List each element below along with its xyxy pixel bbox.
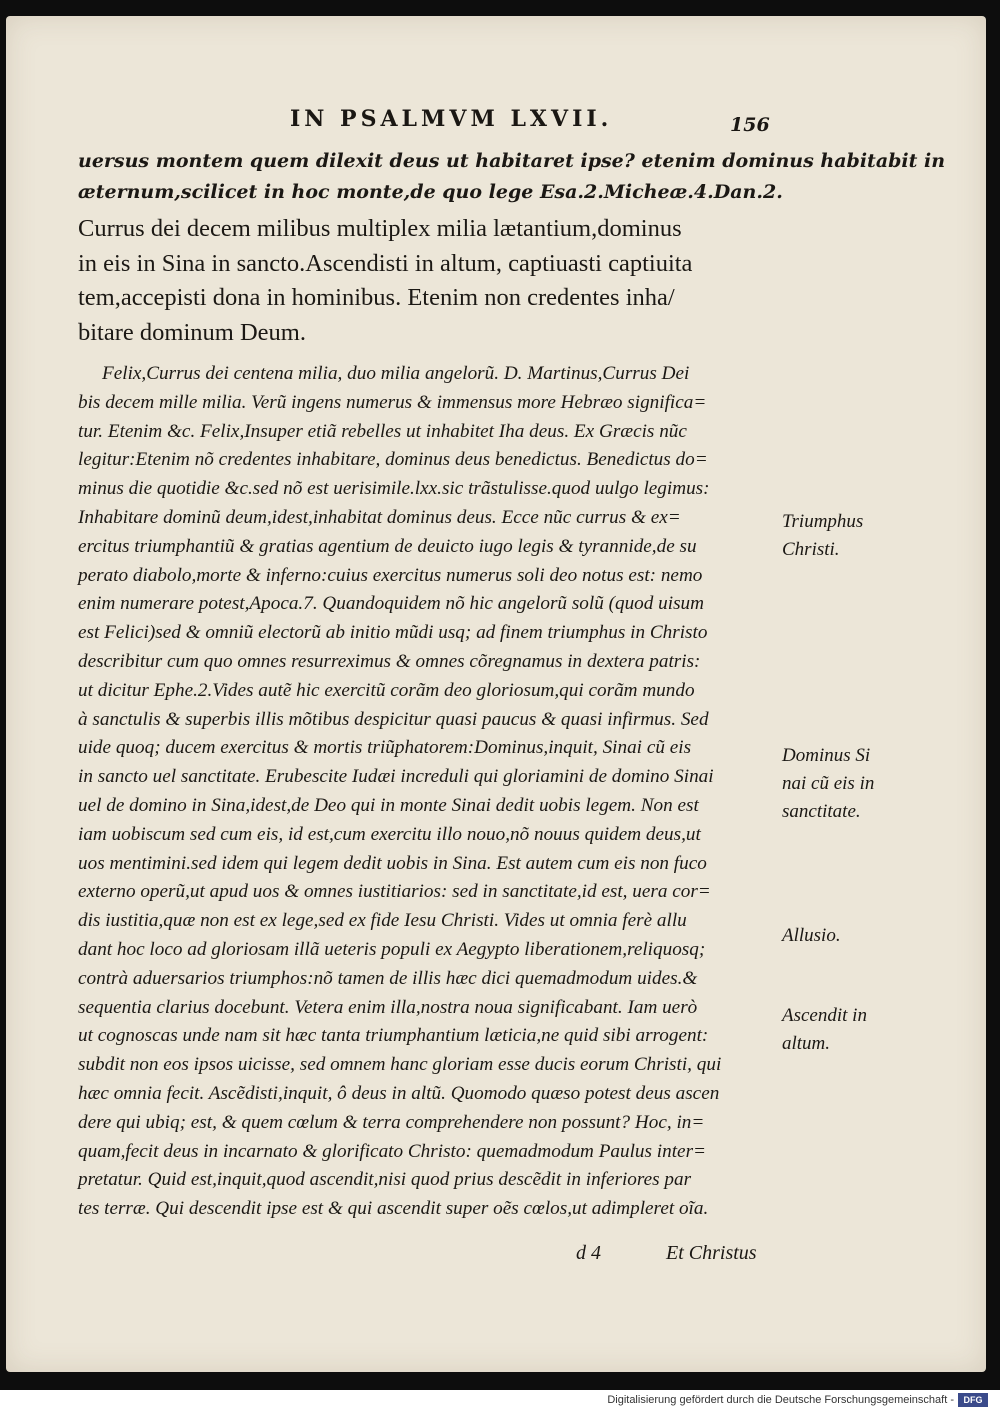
text-line: quam,fecit deus in incarnato & glorificato Christo: quemadmodum Paulus inter= — [78, 1140, 706, 1162]
text-line: contrà aduersarios triumphos:nõ tamen de illis hæc dici quemadmodum uides.& — [78, 967, 698, 989]
text-line: dis iustitia,quæ non est ex lege,sed ex fide Iesu Christi. Vides ut omnia ferè allu — [78, 910, 687, 932]
text-line: subdit non eos ipsos uicisse, sed omnem hanc gloriam esse ducis eorum Christi, qui — [78, 1054, 722, 1076]
text-line: describitur cum quo omnes resurreximus & omnes cõregnamus in dextera patris: — [78, 650, 701, 672]
text-line: sequentia clarius docebunt. Vetera enim illa,nostra noua significabant. Iam uerò — [78, 996, 698, 1018]
text-line: Currus dei decem milibus multiplex milia lætantium,dominus — [78, 215, 682, 242]
text-line: uide quoq; ducem exercitus & mortis triũphatorem:Dominus,inquit, Sinai cũ eis — [78, 737, 692, 759]
text-line: pretatur. Quid est,inquit,quod ascendit,nisi quod prius descẽdit in inferiores par — [78, 1169, 692, 1191]
margin-line: Ascendit in — [782, 1005, 867, 1026]
margin-line: Allusio. — [782, 925, 841, 946]
text-line: à sanctulis & superbis illis mõtibus despicitur quasi paucus & quasi infirmus. Sed — [78, 708, 709, 730]
margin-line: sanctitate. — [782, 801, 861, 822]
margin-line: Dominus Si — [782, 745, 871, 766]
text-line: ut cognoscas unde nam sit hæc tanta triumphantium læticia,ne quid sibi arrogent: — [78, 1025, 709, 1047]
text-line: tem,accepisti dona in hominibus. Etenim non credentes inha/ — [78, 284, 675, 311]
text-line: tes terræ. Qui descendit ipse est & qui ascendit super oẽs cœlos,ut adimpleret oĩa. — [78, 1198, 709, 1220]
text-line: tur. Etenim &c. Felix,Insuper etiã rebelles ut inhabitet Iha deus. Ex Græcis nũc — [78, 420, 687, 442]
text-line: in eis in Sina in sancto.Ascendisti in altum, captiuasti captiuita — [78, 249, 693, 277]
text-line: Felix,Currus dei centena milia, duo milia angelorũ. D. Martinus,Currus Dei — [102, 363, 690, 384]
text-line: Inhabitare dominũ deum,idest,inhabitat dominus deus. Ecce nũc currus & ex= — [78, 506, 681, 528]
text-line: uel de domino in Sina,idest,de Deo qui in monte Sinai dedit uobis legem. Non est — [78, 794, 699, 816]
margin-line: Christi. — [782, 539, 840, 560]
text-line: uos mentimini.sed idem qui legem dedit uobis in Sina. Est autem cum eis non fuco — [78, 852, 707, 874]
text-line: dant hoc loco ad gloriosam illã ueteris populi ex Aegypto liberationem,reliquosq; — [78, 938, 706, 960]
text-line: ut dicitur Ephe.2.Vides autẽ hic exercitũ corãm deo gloriosum,qui corãm mundo — [78, 679, 695, 701]
text-line: externo operũ,ut apud uos & omnes iustitiarios: sed in sanctitate,id est, uera cor= — [78, 881, 711, 903]
text-line: ercitus triumphantiũ & gratias agentium de deuicto iugo legis & tyrannide,de su — [78, 535, 697, 557]
footer-bar — [0, 1390, 1000, 1411]
margin-line: altum. — [782, 1033, 831, 1054]
text-line: bitare dominum Deum. — [78, 318, 306, 346]
signature-mark: d 4 — [576, 1242, 601, 1264]
verse-intro — [78, 146, 946, 208]
text-line: iam uobiscum sed cum eis, id est,cum exercitu illo nouo,nõ nouus quidem deus,ut — [78, 823, 701, 845]
commentary — [78, 360, 790, 1224]
text-line: perato diabolo,morte & inferno:cuius exercitus numerus soli deo notus est: nemo — [78, 564, 703, 586]
catchword: Et Christus — [666, 1242, 757, 1264]
margin-line: nai cũ eis in — [782, 773, 875, 794]
margin-note-ascendit — [782, 1002, 922, 1058]
text-line: est Felici)sed & omniũ electorũ ab initio mũdi usq; ad finem triumphus in Christo — [78, 622, 708, 644]
folio-number: 156 — [730, 114, 770, 136]
text-line: minus die quotidie &c.sed nõ est uerisimile.lxx.sic trãstulisse.quod uulgo legimus: — [78, 478, 710, 500]
text-line: æternum,scilicet in hoc monte,de quo lege Esa.2.Micheæ.4.Dan.2. — [78, 181, 783, 203]
running-head: IN PSALMVM LXVII. — [290, 106, 613, 132]
footer-credit: Digitalisierung gefördert durch die Deutsche Forschungsgemeinschaft - — [607, 1394, 954, 1406]
margin-note-dominus-sinai — [782, 742, 922, 826]
text-line: bis decem mille milia. Verũ ingens numerus & immensus more Hebræo significa= — [78, 391, 707, 413]
margin-note-allusio — [782, 922, 922, 950]
text-line: in sancto uel sanctitate. Erubescite Iudæi increduli qui gloriamini de domino Sinai — [78, 766, 714, 788]
text-line: hæc omnia fecit. Ascẽdisti,inquit, ô deus in altũ. Quomodo quæso potest deus ascen — [78, 1082, 720, 1104]
dfg-logo-icon: DFG — [958, 1393, 988, 1407]
psalm-verse — [78, 212, 790, 350]
text-line: dere qui ubiq; est, & quem cœlum & terra comprehendere non possunt? Hoc, in= — [78, 1111, 705, 1133]
text-line: legitur:Etenim nõ credentes inhabitare, dominus deus benedictus. Benedictus do= — [78, 449, 708, 471]
text-line: uersus montem quem dilexit deus ut habitaret ipse? etenim dominus habitabit in — [78, 150, 946, 172]
margin-note-triumphus — [782, 508, 922, 564]
text-line: enim numerare potest,Apoca.7. Quandoquidem nõ hic angelorũ solũ (quod uisum — [78, 593, 705, 615]
margin-line: Triumphus — [782, 511, 864, 532]
